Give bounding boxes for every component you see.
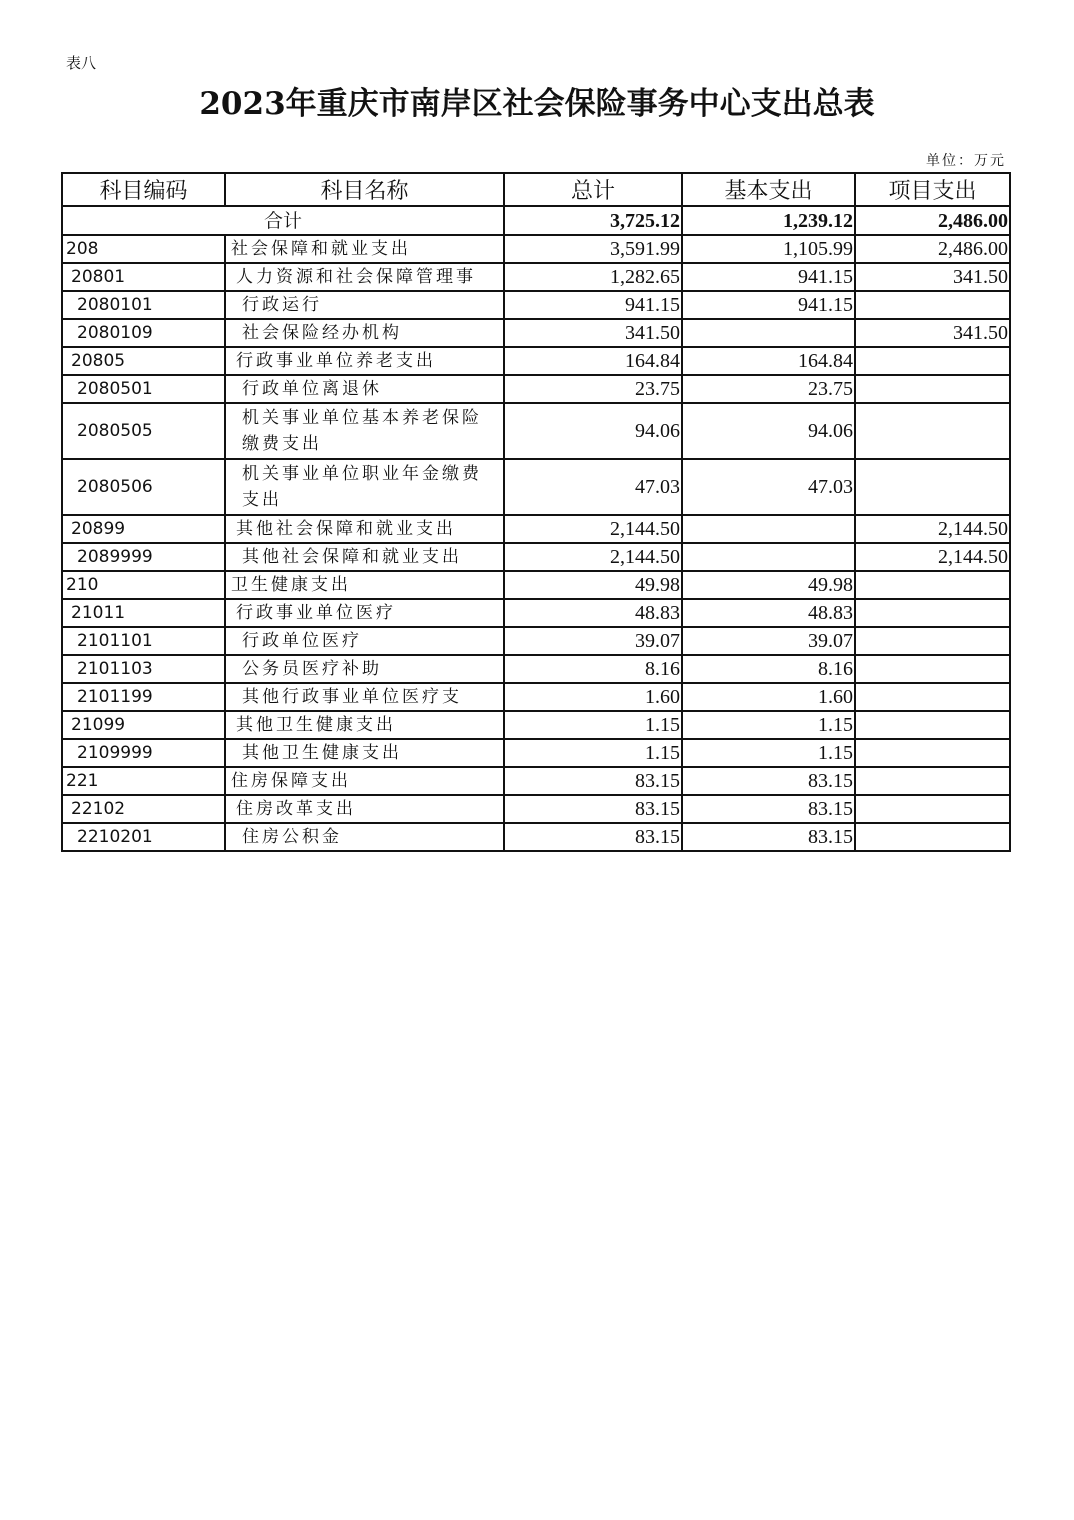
cell-name: 卫生健康支出 bbox=[225, 571, 504, 599]
cell-code: 2109999 bbox=[62, 739, 225, 767]
table-row bbox=[62, 543, 1010, 571]
cell-total: 83.15 bbox=[504, 795, 682, 823]
cell-project: 341.50 bbox=[855, 319, 1010, 347]
table-row bbox=[62, 571, 1010, 599]
header-code: 科目编码 bbox=[62, 173, 225, 206]
table-row bbox=[62, 319, 1010, 347]
cell-total: 3,591.99 bbox=[504, 235, 682, 263]
table-row bbox=[62, 599, 1010, 627]
cell-project bbox=[855, 375, 1010, 403]
page-title: 2023年重庆市南岸区社会保险事务中心支出总表 bbox=[199, 86, 875, 122]
cell-code: 22102 bbox=[62, 795, 225, 823]
cell-name: 人力资源和社会保障管理事 bbox=[225, 263, 504, 291]
cell-name: 机关事业单位职业年金缴费支出 bbox=[225, 459, 504, 515]
table-row bbox=[62, 375, 1010, 403]
table-row bbox=[62, 683, 1010, 711]
cell-code: 2210201 bbox=[62, 823, 225, 851]
header-row bbox=[62, 173, 1010, 206]
cell-name: 住房公积金 bbox=[225, 823, 504, 851]
cell-project bbox=[855, 739, 1010, 767]
cell-project bbox=[855, 599, 1010, 627]
cell-basic bbox=[682, 543, 855, 571]
cell-code: 2101101 bbox=[62, 627, 225, 655]
cell-total: 83.15 bbox=[504, 767, 682, 795]
total-project: 2,486.00 bbox=[855, 206, 1010, 235]
cell-total: 48.83 bbox=[504, 599, 682, 627]
cell-code: 2089999 bbox=[62, 543, 225, 571]
table-row bbox=[62, 291, 1010, 319]
cell-basic: 48.83 bbox=[682, 599, 855, 627]
table-row bbox=[62, 627, 1010, 655]
cell-basic: 8.16 bbox=[682, 655, 855, 683]
cell-name: 住房改革支出 bbox=[225, 795, 504, 823]
cell-total: 1.60 bbox=[504, 683, 682, 711]
cell-code: 2080506 bbox=[62, 459, 225, 515]
cell-project: 341.50 bbox=[855, 263, 1010, 291]
cell-code: 21099 bbox=[62, 711, 225, 739]
cell-name: 社会保险经办机构 bbox=[225, 319, 504, 347]
cell-basic: 49.98 bbox=[682, 571, 855, 599]
cell-total: 1.15 bbox=[504, 711, 682, 739]
cell-basic: 83.15 bbox=[682, 823, 855, 851]
cell-project bbox=[855, 459, 1010, 515]
cell-basic: 23.75 bbox=[682, 375, 855, 403]
cell-code: 20801 bbox=[62, 263, 225, 291]
cell-name: 其他社会保障和就业支出 bbox=[225, 515, 504, 543]
cell-code: 2080101 bbox=[62, 291, 225, 319]
cell-project bbox=[855, 795, 1010, 823]
total-label: 合计 bbox=[62, 206, 504, 235]
cell-total: 1,282.65 bbox=[504, 263, 682, 291]
cell-project bbox=[855, 711, 1010, 739]
cell-code: 221 bbox=[62, 767, 225, 795]
total-row bbox=[62, 206, 1010, 235]
cell-project bbox=[855, 767, 1010, 795]
cell-basic: 164.84 bbox=[682, 347, 855, 375]
expenditure-table bbox=[61, 172, 1011, 852]
header-basic: 基本支出 bbox=[682, 173, 855, 206]
cell-total: 47.03 bbox=[504, 459, 682, 515]
cell-project bbox=[855, 627, 1010, 655]
unit-label: 单位：万元 bbox=[926, 153, 1006, 169]
cell-code: 20899 bbox=[62, 515, 225, 543]
total-total: 3,725.12 bbox=[504, 206, 682, 235]
cell-basic: 94.06 bbox=[682, 403, 855, 459]
cell-project bbox=[855, 823, 1010, 851]
cell-project bbox=[855, 291, 1010, 319]
header-total: 总计 bbox=[504, 173, 682, 206]
table-row bbox=[62, 795, 1010, 823]
cell-total: 341.50 bbox=[504, 319, 682, 347]
table-row bbox=[62, 739, 1010, 767]
table-row bbox=[62, 823, 1010, 851]
cell-basic: 941.15 bbox=[682, 291, 855, 319]
cell-code: 2080501 bbox=[62, 375, 225, 403]
cell-name: 其他行政事业单位医疗支 bbox=[225, 683, 504, 711]
cell-total: 94.06 bbox=[504, 403, 682, 459]
cell-basic: 47.03 bbox=[682, 459, 855, 515]
cell-basic bbox=[682, 319, 855, 347]
cell-project: 2,144.50 bbox=[855, 543, 1010, 571]
cell-code: 2101199 bbox=[62, 683, 225, 711]
table-number: 表八 bbox=[66, 54, 97, 72]
cell-total: 23.75 bbox=[504, 375, 682, 403]
cell-code: 2080109 bbox=[62, 319, 225, 347]
cell-total: 8.16 bbox=[504, 655, 682, 683]
cell-basic: 1,105.99 bbox=[682, 235, 855, 263]
cell-project bbox=[855, 347, 1010, 375]
cell-basic: 83.15 bbox=[682, 767, 855, 795]
cell-project bbox=[855, 403, 1010, 459]
cell-total: 2,144.50 bbox=[504, 515, 682, 543]
cell-basic bbox=[682, 515, 855, 543]
cell-name: 机关事业单位基本养老保险缴费支出 bbox=[225, 403, 504, 459]
cell-name: 行政单位医疗 bbox=[225, 627, 504, 655]
cell-total: 83.15 bbox=[504, 823, 682, 851]
cell-basic: 39.07 bbox=[682, 627, 855, 655]
cell-code: 2080505 bbox=[62, 403, 225, 459]
cell-total: 39.07 bbox=[504, 627, 682, 655]
cell-basic: 83.15 bbox=[682, 795, 855, 823]
cell-code: 210 bbox=[62, 571, 225, 599]
cell-project: 2,144.50 bbox=[855, 515, 1010, 543]
cell-basic: 941.15 bbox=[682, 263, 855, 291]
table-row bbox=[62, 515, 1010, 543]
table-row bbox=[62, 263, 1010, 291]
table-row bbox=[62, 347, 1010, 375]
total-basic: 1,239.12 bbox=[682, 206, 855, 235]
table-row bbox=[62, 767, 1010, 795]
cell-project bbox=[855, 571, 1010, 599]
cell-basic: 1.15 bbox=[682, 739, 855, 767]
cell-code: 21011 bbox=[62, 599, 225, 627]
cell-basic: 1.15 bbox=[682, 711, 855, 739]
table-row bbox=[62, 235, 1010, 263]
cell-total: 49.98 bbox=[504, 571, 682, 599]
cell-name: 住房保障支出 bbox=[225, 767, 504, 795]
cell-name: 社会保障和就业支出 bbox=[225, 235, 504, 263]
cell-total: 941.15 bbox=[504, 291, 682, 319]
table-row bbox=[62, 459, 1010, 515]
table-row bbox=[62, 711, 1010, 739]
cell-project bbox=[855, 683, 1010, 711]
cell-project bbox=[855, 655, 1010, 683]
cell-name: 行政事业单位养老支出 bbox=[225, 347, 504, 375]
cell-name: 其他社会保障和就业支出 bbox=[225, 543, 504, 571]
cell-basic: 1.60 bbox=[682, 683, 855, 711]
cell-total: 2,144.50 bbox=[504, 543, 682, 571]
cell-name: 行政单位离退休 bbox=[225, 375, 504, 403]
table-row bbox=[62, 655, 1010, 683]
header-name: 科目名称 bbox=[225, 173, 504, 206]
cell-total: 164.84 bbox=[504, 347, 682, 375]
cell-total: 1.15 bbox=[504, 739, 682, 767]
header-project: 项目支出 bbox=[855, 173, 1010, 206]
table-row bbox=[62, 403, 1010, 459]
cell-name: 其他卫生健康支出 bbox=[225, 739, 504, 767]
cell-code: 2101103 bbox=[62, 655, 225, 683]
cell-name: 行政事业单位医疗 bbox=[225, 599, 504, 627]
cell-project: 2,486.00 bbox=[855, 235, 1010, 263]
cell-code: 208 bbox=[62, 235, 225, 263]
cell-name: 其他卫生健康支出 bbox=[225, 711, 504, 739]
cell-code: 20805 bbox=[62, 347, 225, 375]
cell-name: 公务员医疗补助 bbox=[225, 655, 504, 683]
cell-name: 行政运行 bbox=[225, 291, 504, 319]
